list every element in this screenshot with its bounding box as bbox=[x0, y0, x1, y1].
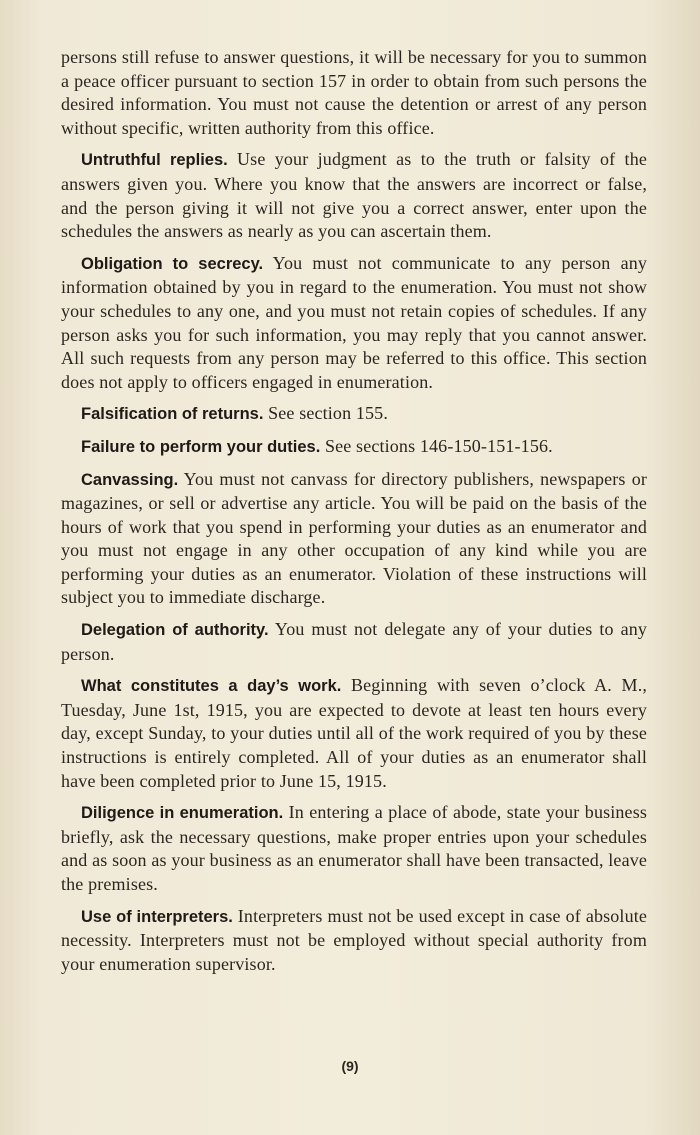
section-body: You must not communicate to any person any information obtained by you in regard to the enumeration. You must not show your schedules to any one, and you must not retain copies of schedules. If any person asks you for such information, you may reply that you cannot answer. All such requests from any person may be referred to this office. This section does not apply to officers engaged in enumeration. bbox=[61, 252, 648, 392]
section-days-work bbox=[61, 674, 647, 793]
section-diligence-in-enumeration bbox=[61, 801, 647, 896]
intro-paragraph: persons still refuse to answer questions, it will be necessary for you to summon a peace officer pursuant to section 157 in order to obtain from such persons the desired information. You must not cause the detention or arrest of any person without specific, written authority from this office. bbox=[61, 47, 647, 138]
section-body: See section 155. bbox=[268, 403, 388, 424]
section-body: You must not canvass for directory publishers, newspapers or magazines, or sell or advertise any article. You will be paid on the basis of the hours of work that you spend in performing your duties as an enumerator and you must not engage in any other occupation of any kind while you are performing your duties as an enumerator. Violation of these instructions will subject you to immediate discharge. bbox=[61, 468, 647, 608]
section-delegation-of-authority bbox=[61, 618, 647, 666]
section-heading: Obligation to secrecy. bbox=[81, 254, 264, 273]
section-failure-to-perform-duties bbox=[61, 435, 647, 460]
section-falsification-of-returns bbox=[61, 402, 647, 427]
page-number: (9) bbox=[341, 1058, 359, 1074]
section-heading: Failure to perform your duties. bbox=[81, 437, 321, 456]
body-text bbox=[61, 46, 647, 984]
section-body: Use your judgment as to the truth or falsity of the answers given you. Where you know that the answers are incorrect or false, and the person giving it will not give you a correct answer, enter upon the schedules the answers as nearly as you can ascertain them. bbox=[61, 149, 647, 242]
section-heading: Diligence in enumeration. bbox=[81, 804, 284, 823]
section-body: See sections 146-150-151-156. bbox=[324, 435, 553, 456]
section-body: In entering a place of abode, state your business briefly, ask the necessary questions, make proper entries upon your schedules and as soon as your business as an enumerator shall have been transacted, leave the premises. bbox=[61, 802, 648, 894]
section-heading: What constitutes a day’s work. bbox=[81, 677, 342, 696]
section-untruthful-replies bbox=[61, 148, 647, 243]
section-body: Interpreters must not be used except in case of absolute necessity. Interpreters must not be employed without special authority from your enumeration supervisor. bbox=[61, 905, 648, 974]
section-canvassing bbox=[61, 468, 647, 611]
section-use-of-interpreters bbox=[61, 905, 647, 977]
section-heading: Canvassing. bbox=[81, 470, 179, 489]
section-body: Beginning with seven o’clock A. M., Tuesday, June 1st, 1915, you are expected to devote at least ten hours every day, except Sunday, to your duties until all of the work required of you by these instructions is entirely completed. All of your duties as an enumerator shall have been completed prior to June 15, 1915. bbox=[61, 675, 647, 791]
section-heading: Use of interpreters. bbox=[81, 907, 233, 926]
section-heading: Delegation of authority. bbox=[81, 621, 269, 640]
section-body: You must not delegate any of your duties to any person. bbox=[61, 619, 648, 664]
section-heading: Untruthful replies. bbox=[81, 151, 228, 170]
section-heading: Falsification of returns. bbox=[81, 405, 264, 424]
section-obligation-to-secrecy bbox=[61, 252, 647, 395]
